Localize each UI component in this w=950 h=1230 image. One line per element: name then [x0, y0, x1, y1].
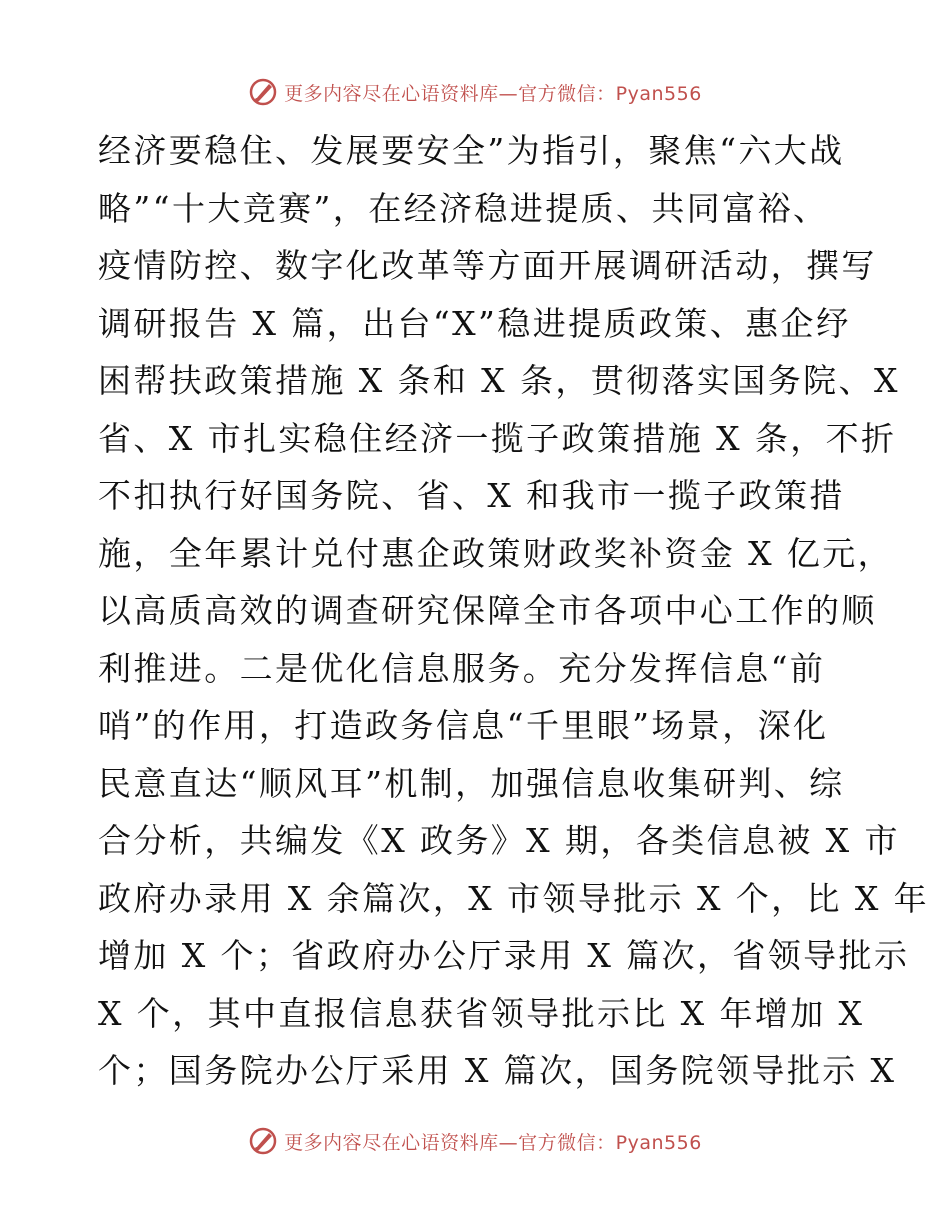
body-line: 合分析，共编发《X 政务》X 期，各类信息被 X 市: [98, 821, 900, 860]
header-banner-text: 更多内容尽在心语资料库—官方微信：Pyan556: [284, 82, 702, 105]
body-line: 个；国务院办公厅采用 X 篇次，国务院领导批示 X: [98, 1051, 897, 1090]
body-line: 疫情防控、数字化改革等方面开展调研活动，撰写: [98, 246, 877, 285]
body-line: 施，全年累计兑付惠企政策财政奖补资金 X 亿元，: [98, 533, 894, 573]
body-line: 不扣执行好国务院、省、X 和我市一揽子政策措: [98, 476, 845, 515]
body-line: 调研报告 X 篇，出台“X”稳进提质政策、惠企纾: [98, 303, 852, 343]
footer-banner-text: 更多内容尽在心语资料库—官方微信：Pyan556: [284, 1131, 702, 1154]
document-body: [98, 122, 930, 1100]
body-line: 省、X 市扎实稳住经济一揽子政策措施 X 条，不折: [98, 418, 897, 458]
brand-logo-icon: [248, 77, 278, 107]
body-line: 哨”的作用，打造政务信息“千里眼”场景，深化: [98, 706, 829, 745]
header-banner: [0, 72, 950, 112]
body-line: 增加 X 个；省政府办公厅录用 X 篇次，省领导批示: [98, 936, 910, 975]
body-line: 经济要稳住、发展要安全”为指引，聚焦“六大战: [98, 131, 845, 170]
brand-logo-icon: [248, 1126, 278, 1156]
body-line: 困帮扶政策措施 X 条和 X 条，贯彻落实国务院、X: [98, 361, 900, 400]
body-line: 民意直达“顺风耳”机制，加强信息收集研判、综: [98, 763, 845, 803]
footer-banner: [0, 1121, 950, 1161]
body-line: 以高质高效的调查研究保障全市各项中心工作的顺: [98, 591, 877, 630]
body-line: 略”“十大竞赛”，在经济稳进提质、共同富裕、: [98, 188, 829, 228]
body-line: 利推进。二是优化信息服务。充分发挥信息“前: [98, 648, 826, 688]
body-line: X 个，其中直报信息获省领导批示比 X 年增加 X: [98, 993, 865, 1033]
body-line: 政府办录用 X 余篇次，X 市领导批示 X 个，比 X 年: [98, 878, 930, 918]
